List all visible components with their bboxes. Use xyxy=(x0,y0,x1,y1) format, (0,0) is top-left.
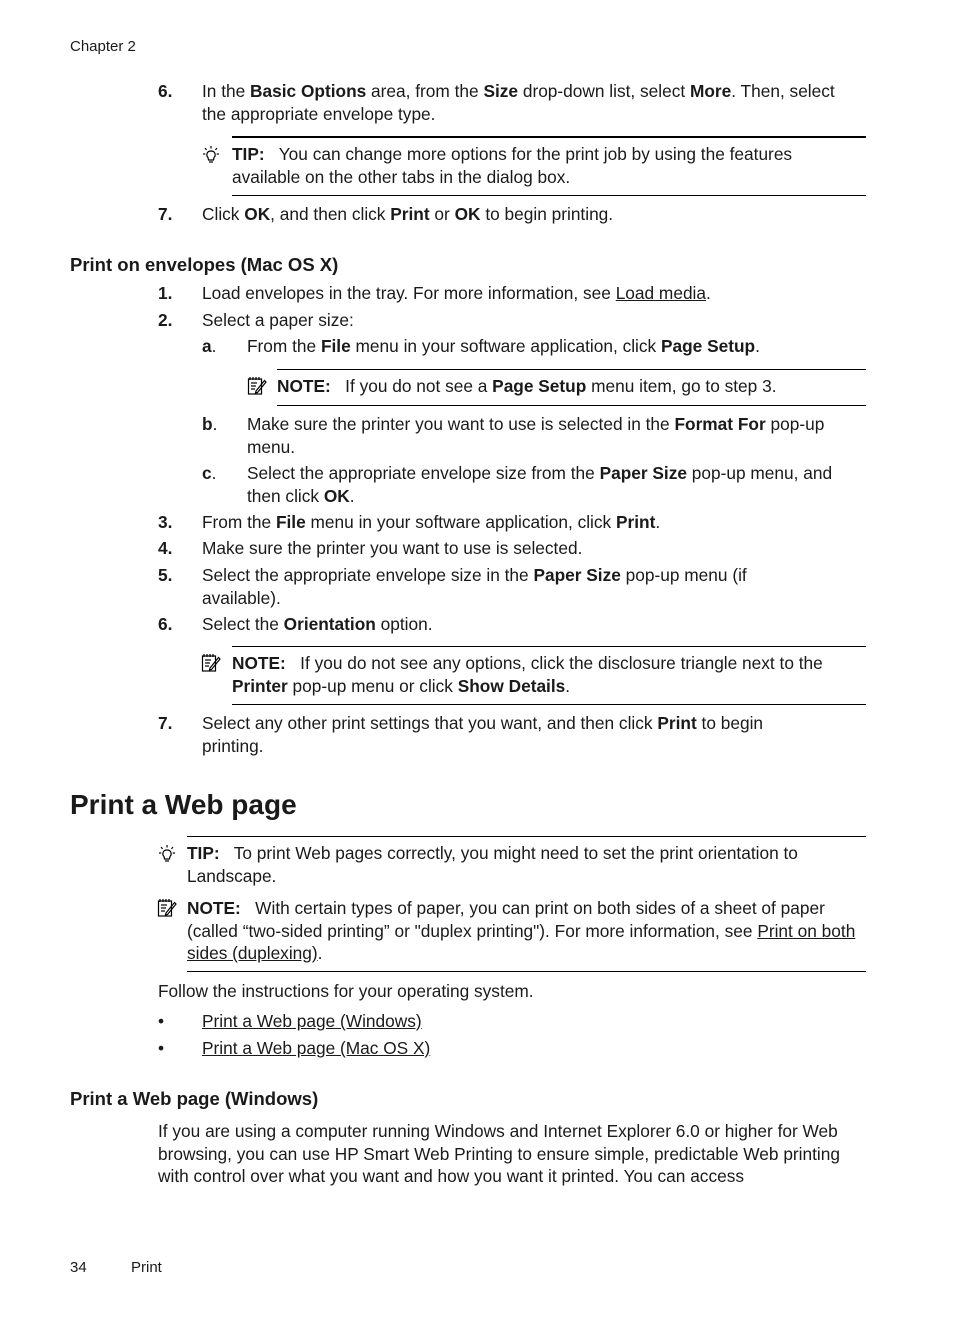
substep-label: b. xyxy=(202,414,218,434)
note-pencil-icon xyxy=(247,376,267,396)
tip-text: TIP: To print Web pages correctly, you might need to set the print orientation to Landscape. xyxy=(187,843,798,886)
load-media-link[interactable]: Load media xyxy=(615,283,707,303)
step-number: 6. xyxy=(158,81,173,101)
tip-bottom-rule xyxy=(232,195,866,196)
substep-label: c. xyxy=(202,463,217,483)
note-pencil-icon xyxy=(201,653,221,673)
duplexing-link[interactable]: Print on both sides (duplexing) xyxy=(187,920,856,963)
note-top-rule xyxy=(277,369,866,370)
note-text: NOTE: If you do not see a Page Setup menu item, go to step 3. xyxy=(277,376,777,396)
substep-label: a. xyxy=(202,336,217,356)
step-text: Select the appropriate envelope size in the Paper Size pop-up menu (if available). xyxy=(202,565,747,608)
body-paragraph: If you are using a computer running Windows and Internet Explorer 6.0 or higher for Web browsing, you can use HP Smart Web Printing to ensure simple, predictable Web printing with control over what you want and how you want it printed. You can access xyxy=(158,1121,840,1186)
chapter-label: Chapter 2 xyxy=(70,38,136,55)
note-bottom-rule xyxy=(232,704,866,705)
step-number: 4. xyxy=(158,538,173,558)
step-text: Select a paper size: xyxy=(202,310,354,330)
web-page-windows-link[interactable]: Print a Web page (Windows) xyxy=(202,1011,422,1031)
note-top-rule xyxy=(232,646,866,647)
step-number: 3. xyxy=(158,512,173,532)
lightbulb-icon xyxy=(157,844,177,864)
intro-text: Follow the instructions for your operating system. xyxy=(158,981,534,1001)
step-number: 2. xyxy=(158,310,173,330)
bullet-mark: • xyxy=(158,1011,165,1031)
step-number: 7. xyxy=(158,713,173,733)
note-bottom-rule xyxy=(187,971,866,972)
step-text: In the Basic Options area, from the Size drop-down list, select More. Then, select the appropriate envelope type. xyxy=(202,81,835,124)
step-text: Load envelopes in the tray. For more information, see Load media. xyxy=(202,283,711,303)
section-heading-windows: Print a Web page (Windows) xyxy=(70,1088,319,1109)
step-text: Select any other print settings that you want, and then click Print to begin printing. xyxy=(202,713,764,756)
lightbulb-icon xyxy=(201,145,221,165)
section-heading-mac: Print on envelopes (Mac OS X) xyxy=(70,254,339,275)
step-number: 7. xyxy=(158,204,173,224)
step-text: Select the Orientation option. xyxy=(202,614,433,634)
footer-section: Print xyxy=(131,1259,162,1276)
bullet-mark: • xyxy=(158,1038,165,1058)
note-bottom-rule xyxy=(277,405,866,406)
step-number: 6. xyxy=(158,614,173,634)
web-page-mac-link[interactable]: Print a Web page (Mac OS X) xyxy=(202,1038,431,1058)
page-section-title: Print a Web page xyxy=(70,789,297,820)
step-text: From the File menu in your software application, click Print. xyxy=(202,512,661,532)
note-text: NOTE: If you do not see any options, click the disclosure triangle next to the Printer pop-up menu or click Show Details. xyxy=(232,653,823,696)
tip-top-rule xyxy=(187,836,866,837)
tip-top-rule xyxy=(232,136,866,138)
step-text: Click OK, and then click Print or OK to begin printing. xyxy=(202,204,614,224)
step-text: Make sure the printer you want to use is selected. xyxy=(202,538,583,558)
substep-text: From the File menu in your software application, click Page Setup. xyxy=(247,336,760,356)
substep-text: Make sure the printer you want to use is selected in the Format For pop-up menu. xyxy=(247,414,825,457)
page-number: 34 xyxy=(70,1259,87,1276)
step-number: 5. xyxy=(158,565,173,585)
step-number: 1. xyxy=(158,283,173,303)
note-pencil-icon xyxy=(157,898,177,918)
substep-text: Select the appropriate envelope size from the Paper Size pop-up menu, and then click OK. xyxy=(247,463,833,506)
tip-text: TIP: You can change more options for the print job by using the features available on the other tabs in the dialog box. xyxy=(232,144,793,187)
note-text: NOTE: With certain types of paper, you can print on both sides of a sheet of paper (called “two-sided printing” or "duplex printing"). For more information, see Print on both sides (duplexing). xyxy=(187,898,856,963)
